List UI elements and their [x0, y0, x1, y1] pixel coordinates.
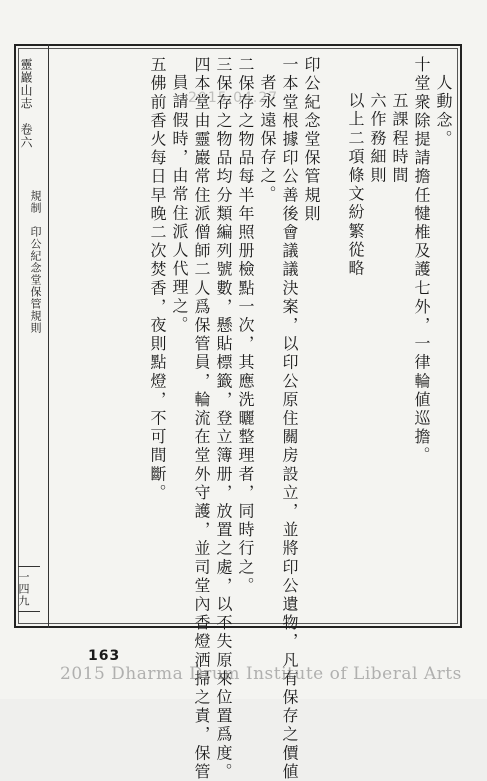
text-column: 五課程時間: [390, 92, 409, 185]
text-column: 六作務細則: [368, 92, 387, 185]
text-column: 印公紀念堂保管規則: [302, 56, 321, 224]
text-column: 以上二項條文紛繁從略: [346, 92, 365, 278]
text-column: 十堂衆除提請擔任犍椎及護七外，一律輪値巡擔。: [412, 56, 431, 466]
folio-number: 一四九: [17, 571, 30, 607]
page-number: 163: [88, 648, 121, 664]
watermark-institute: 2015 Dharma Drum Institute of Liberal Arts: [60, 664, 462, 684]
margin-divider: [48, 44, 49, 628]
text-column: 二保存之物品每半年照册檢點一次，其應洗曬整理者，同時行之。: [236, 56, 255, 596]
book-title: 靈巖山志 卷六: [19, 58, 33, 149]
folio-box: [18, 566, 40, 612]
text-column: 一本堂根據印公善後會議議決案，以印公原住關房設立，並將印公遺物，凡有保存之價値: [280, 56, 299, 781]
text-column: 者永遠保存之。: [258, 74, 277, 205]
text-column: 三保存之物品均分類編列號數，懸貼標籤，登立簿册，放置之處，以不失原來位置爲度。: [214, 56, 233, 781]
text-column: [319, 56, 341, 616]
text-column: 五佛前香火每日早晚二次焚香，夜則點燈，不可間斷。: [148, 56, 167, 503]
text-column: 四本堂由靈巖常住派僧師二人爲保管員，輪流在堂外守護，並司堂內香燈洒掃之責，保管: [192, 56, 211, 781]
watermark-date: 2015.04.27: [188, 90, 279, 106]
text-column: 人動念。: [434, 74, 453, 149]
text-column: 員請假時，由常住派人代理之。: [170, 74, 189, 335]
section-title: 規制 印公紀念堂保管規則: [29, 190, 42, 334]
